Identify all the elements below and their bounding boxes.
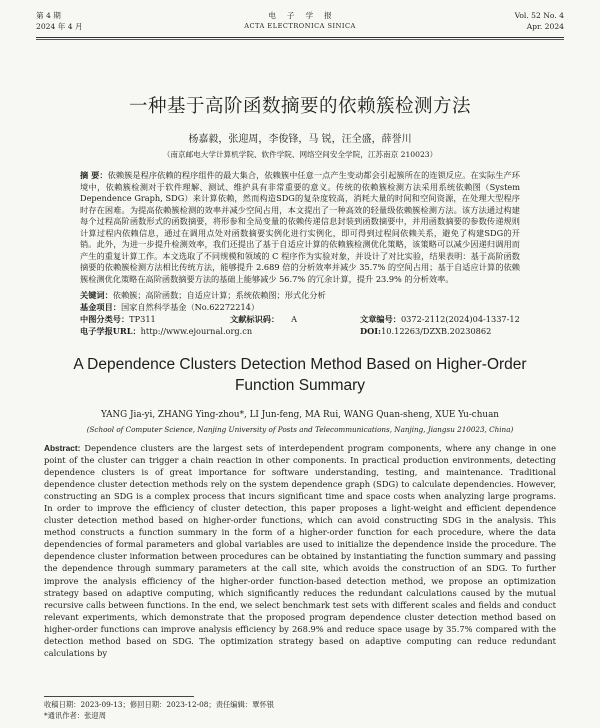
url-label: 电子学报URL：	[80, 326, 141, 336]
affiliation-cn: （南京邮电大学计算机学院、软件学院、网络空间安全学院，江苏南京 210023）	[162, 150, 438, 159]
clc-label: 中图分类号：	[80, 314, 130, 324]
footnote-received: 收稿日期：2023-09-13；修回日期：2023-12-08；责任编辑：覃怀银	[44, 700, 275, 709]
date-en: Apr. 2024	[526, 22, 564, 31]
fund-cn-label: 基金项目：	[80, 302, 121, 312]
abstract-en-text: Dependence clusters are the largest sets of interdependent program components, where any change in one point of the cluster can trigger a chain reaction in other components. In practical production environments, detecting dependence clusters is of great importance for software understanding, testing, and maintenance. Traditional dependence cluster detection methods rely on the system dependence graph (SDG) to calculate dependencies. However, constructing an SDG is a complex process that incurs significant time and space costs when analyzing large programs. In order to improve the efficiency of cluster detection, this paper proposes a light-weight and efficient dependence cluster detection method based on higher-order functions, which can avoid constructing SDG in the analysis. This method constructs a function summary in the form of a higher-order function for each procedure, where the data dependencies of formal parameters and global variables are used to initialize the dependence inside the procedure. The dependence cluster information between procedures can be obtained by instantiating the function summary and passing the dependence through summary parameters at the call site, which avoids the construction of an SDG. To further improve the analysis efficiency of the higher-order function-based detection method, we propose an optimization strategy based on adaptive computing, which significantly reduces the redundant calculations caused by the mutual recursive calls between functions. In the end, we select benchmark test sets with different scales and fields and conduct relevant experiments, which demonstrate that the proposed program dependence cluster detection method based on higher-order functions can improve analysis efficiency by 268.9% and reduce space usage by 35.7% compared with the detection method based on SDG. The optimization strategy based on adaptive computing can reduce redundant calculations by	[44, 443, 556, 658]
title-cn: 一种基于高阶函数摘要的依赖簇检测方法	[128, 96, 471, 117]
header-center	[36, 10, 564, 32]
article-no-label: 文章编号：	[360, 314, 401, 324]
fund-cn-text: 国家自然科学基金（No.62272214）	[120, 302, 260, 312]
abstract-cn-text: 依赖簇是程序依赖的程序组件的最大集合，依赖簇中任意一点产生变动都会引起簇所在的连锁反应。在实际生产环境中，依赖簇检测对于软件理解、测试、维护具有非常重要的意义。传统的依赖簇检测方法采用系统依赖图（System Dependence Graph, SDG）来计算依赖，然而构造SDG的复杂度较高，消耗大量的时间和空间资源，在处理大型程序时存在困难。为提高依赖簇检测的效率并减少空间占用，本文提出了一种高效的轻量级依赖簇检测方法。该方法通过构建每个过程高阶函数形式的函数摘要，将形参和全局变量的依赖传递信息封装到函数摘要中，并用函数摘要的参数传递规则计算过程内依赖信息，通过在调用点处对函数摘要实例化进行实例化，即可得到过程间依赖关系，避免了构建SDG的开销。此外，为进一步提升检测效率，我们还提出了基于自适应计算的依赖簇检测优化策略，该策略可以减少因递归调用而产生的重复计算工作。本文选取了不同规模和领域的 C 程序作为实验对象，并设计了对比实验，结果表明：基于高阶函数摘要的依赖簇检测方法相比传统方法，能够提升 2.689 倍的分析效率并减少 35.7% 的空间占用；基于自适应计算的依赖簇检测优化策略在高阶函数摘要方法的基础上能够减少 56.7% 的冗余计算，提升 23.9% 的分析效率。	[80, 170, 520, 284]
volume-en: Vol. 52 No. 4	[514, 11, 564, 20]
issue-cn: 第 4 期	[36, 11, 61, 20]
running-header	[36, 10, 564, 36]
authors-cn: 杨嘉毅，张迎周，李俊锋，马 锐，汪全盛，薛誉川	[188, 134, 412, 145]
abstract-cn	[80, 170, 520, 285]
keywords-cn	[80, 290, 520, 302]
authors-en: YANG Jia-yi, ZHANG Ying-zhou*, LI Jun-feng, MA Rui, WANG Quan-sheng, XUE Yu-chuan	[101, 410, 499, 420]
journal-url[interactable]: http://www.ejournal.org.cn	[140, 326, 253, 336]
article-no-value: 0372-2112(2024)04-1337-12	[400, 314, 520, 324]
abstract-cn-label: 摘 要：	[80, 170, 108, 180]
header-right	[515, 10, 564, 32]
doc-code-value: A	[291, 314, 298, 324]
footnote-rule	[44, 696, 194, 697]
clc-value: TP311	[129, 314, 156, 324]
doc-code-label: 文献标识码：	[230, 314, 280, 324]
doi-label: DOI:	[360, 326, 382, 336]
date-cn: 2024 年 4 月	[36, 22, 83, 31]
keywords-cn-label: 关键词：	[80, 290, 113, 300]
affiliation-en: (School of Computer Science, Nanjing University of Posts and Telecommunications, Nanjing, Jiangsu 210023, China)	[86, 425, 514, 434]
keywords-cn-text: 依赖簇；高阶函数；自适应计算；系统依赖图；形式化分析	[112, 290, 326, 300]
header-rule-thin	[36, 39, 564, 40]
journal-name-cn: 电子学报	[268, 11, 343, 20]
fund-cn	[80, 302, 520, 314]
abstract-en-label: Abstract:	[44, 443, 81, 453]
title-en: A Dependence Clusters Detection Method Based on Higher-Order Function Summary	[73, 356, 527, 394]
doi-value: 10.12263/DZXB.20230862	[381, 326, 492, 336]
footnote-corresponding: *通讯作者：张迎周	[44, 711, 107, 720]
header-rule-thick	[36, 37, 564, 38]
abstract-en	[44, 442, 556, 659]
journal-name-en: ACTA ELECTRONICA SINICA	[244, 22, 356, 30]
